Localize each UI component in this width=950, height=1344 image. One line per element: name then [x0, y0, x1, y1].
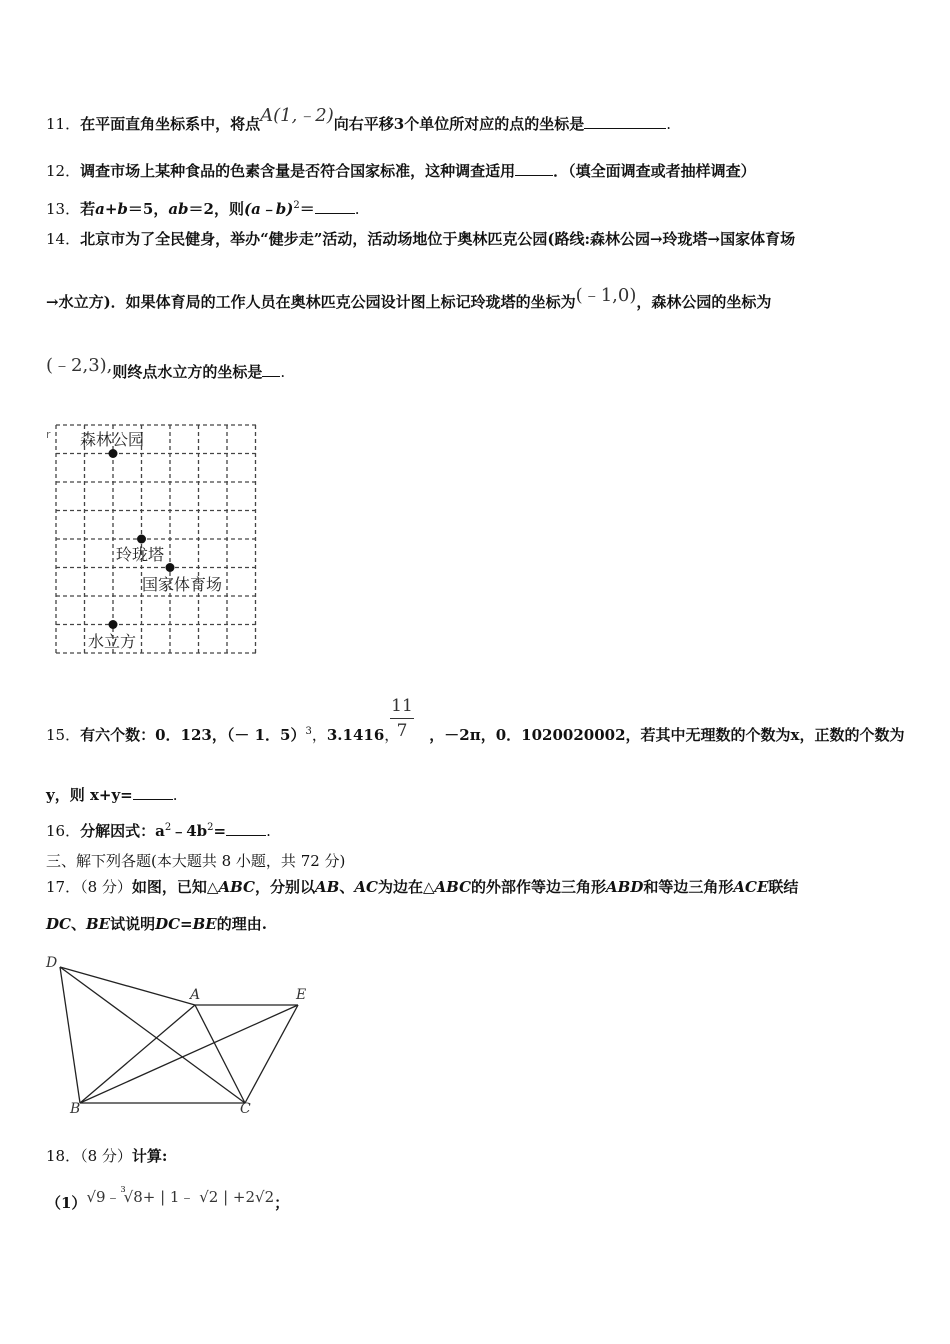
q15-sup: 3 — [305, 726, 312, 737]
q15-line2: y，则 x+y= — [46, 786, 133, 804]
q17-text-i: 试说明 — [110, 915, 156, 933]
question-14-line1 — [46, 229, 795, 249]
q17-text-d: 为边在△ — [377, 878, 435, 896]
q15-number: 15． — [46, 726, 81, 744]
question-16 — [46, 818, 271, 841]
section-3-title: 三、解下列各题(本大题共 8 小题，共 72 分) — [46, 852, 346, 870]
q18-part1-expr-a: √9﹣ — [86, 1188, 121, 1206]
q16-end: . — [266, 822, 271, 840]
q14-line2-a: →水立方)．如果体育局的工作人员在奥林匹克公园设计图上标记玲珑塔的坐标为 — [46, 293, 576, 311]
q17-abc2: ABC — [434, 878, 472, 896]
q17-number: 17． — [46, 878, 81, 896]
q15-fraction — [390, 696, 414, 741]
triangle-figure — [40, 955, 320, 1120]
water-cube-point — [109, 620, 118, 629]
water-cube-label: 水立方 — [88, 632, 137, 651]
q17-equation: DC=BE — [155, 915, 217, 933]
question-18-part1 — [46, 1185, 290, 1213]
q14-line3: 则终点水立方的坐标是 — [112, 363, 263, 381]
q17-text-e: 的外部作等边三角形 — [471, 878, 607, 896]
stadium-point — [166, 563, 175, 572]
q13-expr-sum: a+b — [95, 200, 128, 218]
q18-part1-label: （1） — [46, 1194, 87, 1212]
q11-text-b: 向右平移 — [333, 115, 394, 133]
q17-ace: ACE — [733, 878, 769, 896]
q13-expr-product: ab — [168, 200, 189, 218]
q15-text-b: ， — [311, 726, 327, 744]
q16-text-a: 分解因式： — [80, 822, 156, 840]
q17-ab: AB — [315, 878, 340, 896]
q15-text-c: ， — [384, 726, 400, 744]
q17-abc: ABC — [218, 878, 255, 896]
q13-text-b: ＝5， — [127, 200, 169, 218]
q16-text-c: = — [213, 822, 227, 840]
tower-label: 玲珑塔 — [116, 545, 165, 564]
question-11 — [46, 105, 672, 134]
q17-text-j: 的理由. — [216, 915, 267, 933]
q18-part1-expr-b: √8+ | 1﹣ √2 | +2√2 — [123, 1188, 275, 1206]
q17-text-h: 、 — [70, 915, 86, 933]
q12-answer-blank[interactable] — [515, 161, 553, 176]
q11-number: 11． — [46, 115, 81, 133]
q15-text-a: 有六个数：0．123，（－ 1．5） — [80, 726, 306, 744]
q17-abd: ABD — [606, 878, 644, 896]
q15-end: . — [172, 786, 178, 804]
q12-text-a: 调查市场上某种食品的色素含量是否符合国家标准，这种调查适用 — [80, 162, 516, 180]
q17-text-a: 如图，已知△ — [131, 878, 219, 896]
q18-part1-root-index: 3 — [120, 1185, 126, 1194]
map-tick-mark: r — [46, 428, 51, 441]
q15-answer-blank[interactable] — [133, 785, 173, 800]
q14-answer-blank[interactable] — [262, 362, 280, 377]
stadium-label: 国家体育场 — [142, 575, 223, 594]
q18-part1-end: ； — [274, 1194, 290, 1212]
triangle-figure-lines — [40, 955, 320, 1120]
q17-dc: DC — [46, 915, 71, 933]
question-12 — [46, 161, 756, 181]
question-14-line2 — [46, 285, 772, 312]
park-map-figure — [46, 420, 266, 660]
forest-park-point — [109, 449, 118, 458]
q15-bold-number: 3.1416 — [326, 726, 385, 744]
label-A: A — [190, 987, 201, 1003]
question-15-line2 — [46, 785, 178, 805]
q17-text-g: 联结 — [768, 878, 799, 896]
q11-bold-number: 3 — [393, 115, 405, 133]
q11-end: . — [666, 115, 672, 133]
q14-line2-b: ，森林公园的坐标为 — [636, 293, 772, 311]
question-17-line2 — [46, 914, 267, 934]
q11-answer-blank[interactable] — [584, 114, 666, 129]
q14-end: . — [280, 363, 286, 381]
q16-expr: a — [155, 822, 165, 840]
q18-text: 计算: — [131, 1147, 168, 1165]
q18-score: （8 分） — [80, 1147, 132, 1165]
q16-sup2: 2 — [207, 822, 214, 833]
q13-answer-blank[interactable] — [315, 199, 355, 214]
q13-text-a: 若 — [80, 200, 96, 218]
q13-text-c: ＝2，则 — [188, 200, 244, 218]
question-13 — [46, 196, 360, 219]
q13-expr-diff: (a﹣b) — [243, 200, 294, 218]
forest-park-label: 森林公园 — [80, 430, 145, 449]
question-18 — [46, 1146, 167, 1166]
label-E: E — [296, 987, 307, 1003]
question-17-line1 — [46, 877, 798, 897]
q13-number: 13． — [46, 200, 81, 218]
label-C: C — [240, 1101, 251, 1117]
q17-text-c: 、 — [339, 878, 355, 896]
q11-text-c: 个单位所对应的点的坐标是 — [404, 115, 585, 133]
q17-ac: AC — [354, 878, 378, 896]
q18-number: 18． — [46, 1147, 81, 1165]
label-D: D — [46, 955, 58, 971]
q16-sup1: 2 — [164, 822, 172, 833]
q15-text-d: ，－2π，0．1020020002，若其中无理数的个数为x，正数的个数为 — [429, 726, 905, 744]
q14-number: 14． — [46, 230, 81, 248]
q14-forest-coord: (﹣2,3), — [46, 355, 113, 376]
q16-text-b: ﹣4b — [171, 822, 208, 840]
q12-number: 12． — [46, 162, 81, 180]
question-15-line1 — [46, 722, 904, 745]
q13-text-d: ＝ — [299, 200, 315, 218]
q17-text-f: 和等边三角形 — [643, 878, 734, 896]
q14-line1: 北京市为了全民健身，举办“健步走”活动，活动场地位于奥林匹克公园(路线:森林公园→玲珑塔→国家体育场 — [80, 230, 796, 248]
q15-frac-numerator: 11 — [391, 696, 413, 716]
q17-text-b: ，分别以 — [255, 878, 316, 896]
q16-answer-blank[interactable] — [226, 821, 266, 836]
label-B: B — [70, 1101, 81, 1117]
q11-text-a: 在平面直角坐标系中，将点 — [80, 115, 261, 133]
q17-score: （8 分） — [80, 878, 132, 896]
q11-point-math: A(1,﹣2) — [260, 105, 334, 126]
q17-be: BE — [85, 915, 111, 933]
q16-number: 16． — [46, 822, 81, 840]
q14-tower-coord: (﹣1,0) — [575, 285, 637, 306]
q13-sup: 2 — [293, 200, 300, 211]
question-14-line3 — [46, 355, 286, 382]
q15-frac-denominator: 7 — [396, 721, 408, 741]
park-map-grid — [46, 420, 266, 660]
q12-text-b: ．（填全面调查或者抽样调查） — [553, 162, 756, 180]
q13-end: . — [354, 200, 360, 218]
